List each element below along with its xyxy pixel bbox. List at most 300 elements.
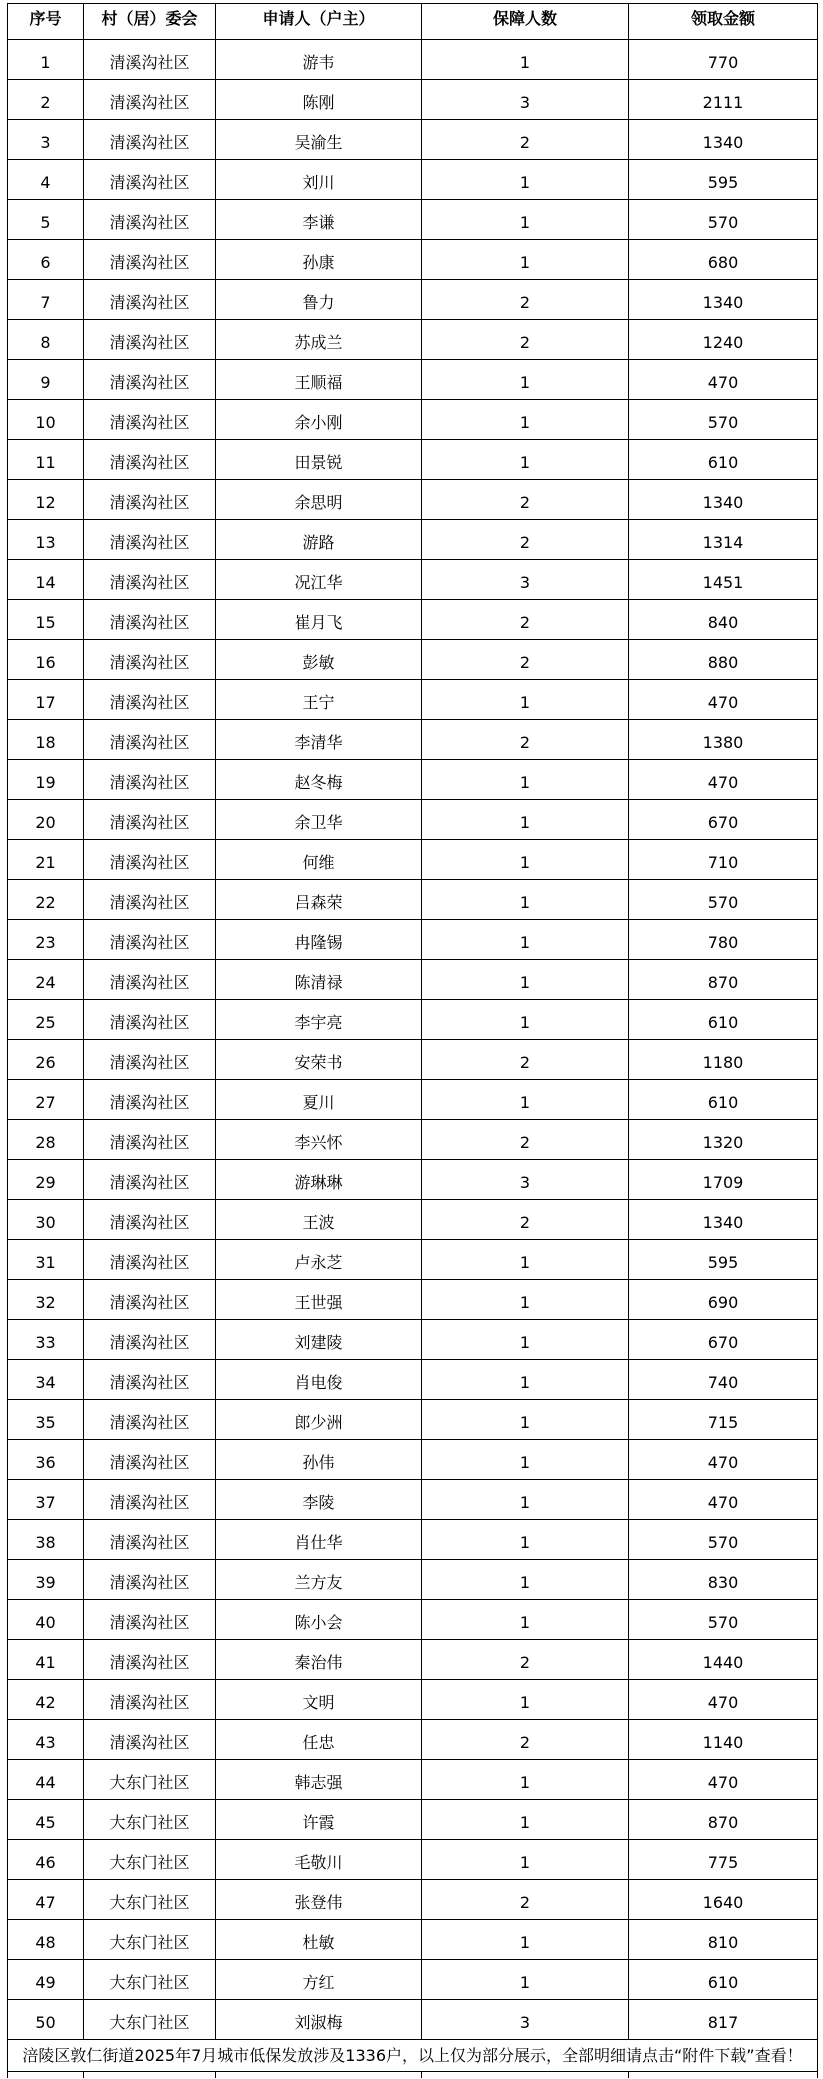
table-row [8,2000,818,2040]
cell-committee: 大东门社区 [84,1960,216,2000]
cell-amount: 780 [629,920,818,960]
cell-amount: 670 [629,1320,818,1360]
cell-amount: 870 [629,1800,818,1840]
table-row [8,1400,818,1440]
cell-committee: 清溪沟社区 [84,1640,216,1680]
cell-persons: 1 [422,1480,629,1520]
cell-applicant: 陈刚 [216,80,422,120]
table-row [8,1520,818,1560]
cell-no: 25 [8,1000,84,1040]
cell-applicant: 游琳琳 [216,1160,422,1200]
cell-applicant: 田景锐 [216,440,422,480]
cell-no: 24 [8,960,84,1000]
cell-applicant: 余思明 [216,480,422,520]
cell-persons: 1 [422,920,629,960]
cell-no: 4 [8,160,84,200]
cell-applicant: 孙康 [216,240,422,280]
cell-no: 8 [8,320,84,360]
cell-persons: 2 [422,1120,629,1160]
table-row [8,200,818,240]
table-row [8,360,818,400]
table-row [8,960,818,1000]
cell-persons: 2 [422,1040,629,1080]
table-row [8,680,818,720]
allowance-table [7,3,818,2078]
cell-persons: 1 [422,680,629,720]
table-row [8,160,818,200]
cell-no: 2 [8,80,84,120]
cell-no: 31 [8,1240,84,1280]
cell-no: 36 [8,1440,84,1480]
cell-amount: 570 [629,200,818,240]
cell-committee: 清溪沟社区 [84,880,216,920]
cell-committee: 清溪沟社区 [84,480,216,520]
cell-committee: 清溪沟社区 [84,1080,216,1120]
table-row [8,1320,818,1360]
cell-committee: 清溪沟社区 [84,400,216,440]
cell-no: 27 [8,1080,84,1120]
cell-persons: 3 [422,1160,629,1200]
cell-no: 19 [8,760,84,800]
cell-committee: 清溪沟社区 [84,1480,216,1520]
table-row [8,600,818,640]
table-row-partial [8,2072,818,2078]
cell-committee: 清溪沟社区 [84,1680,216,1720]
cell-no: 9 [8,360,84,400]
cell-amount: 570 [629,1600,818,1640]
cell-amount: 1320 [629,1120,818,1160]
cell-no: 20 [8,800,84,840]
table-row [8,1960,818,2000]
table-row [8,120,818,160]
table-row [8,1040,818,1080]
cell-no: 21 [8,840,84,880]
cell-persons: 3 [422,560,629,600]
table-row [8,1920,818,1960]
table-row [8,320,818,360]
cell-amount: 1240 [629,320,818,360]
cell-amount: 470 [629,360,818,400]
cell-amount: 470 [629,680,818,720]
cell-no: 28 [8,1120,84,1160]
cell-no: 35 [8,1400,84,1440]
cell-no: 43 [8,1720,84,1760]
cell-amount: 1709 [629,1160,818,1200]
cell-applicant: 肖电俊 [216,1360,422,1400]
cell-amount: 1340 [629,480,818,520]
cell-persons: 1 [422,1520,629,1560]
table-row [8,920,818,960]
table-row [8,1080,818,1120]
header-applicant: 申请人（户主） [216,4,422,40]
cell-committee: 清溪沟社区 [84,1320,216,1360]
cell-committee: 清溪沟社区 [84,1040,216,1080]
cell-applicant: 杜敏 [216,1920,422,1960]
table-row [8,1160,818,1200]
cell-persons: 2 [422,720,629,760]
cell-amount: 470 [629,1480,818,1520]
table-row [8,1800,818,1840]
cell-applicant: 任忠 [216,1720,422,1760]
cell-persons: 2 [422,1880,629,1920]
cell-persons: 1 [422,1680,629,1720]
cell-persons: 1 [422,1240,629,1280]
cell-committee: 清溪沟社区 [84,160,216,200]
cell-no: 17 [8,680,84,720]
table-row [8,1000,818,1040]
cell-applicant: 肖仕华 [216,1520,422,1560]
cell-no: 16 [8,640,84,680]
cell-committee: 清溪沟社区 [84,280,216,320]
cell-no: 45 [8,1800,84,1840]
table-row [8,1280,818,1320]
header-no: 序号 [8,4,84,40]
cell-persons: 3 [422,80,629,120]
cell-persons: 2 [422,120,629,160]
cell-applicant: 李清华 [216,720,422,760]
cell-no: 23 [8,920,84,960]
cell-committee: 清溪沟社区 [84,760,216,800]
table-row [8,640,818,680]
cell-no: 11 [8,440,84,480]
table-row [8,1760,818,1800]
cell-persons: 1 [422,1800,629,1840]
cell-applicant: 文明 [216,1680,422,1720]
cell-no: 41 [8,1640,84,1680]
table-row [8,440,818,480]
table-row [8,520,818,560]
cell-amount: 670 [629,800,818,840]
table-row [8,240,818,280]
table-row [8,400,818,440]
cell-applicant: 游韦 [216,40,422,80]
cell-applicant: 余小刚 [216,400,422,440]
cell-committee: 清溪沟社区 [84,1280,216,1320]
cell-applicant: 游路 [216,520,422,560]
cell-persons: 2 [422,520,629,560]
cell-amount: 1340 [629,1200,818,1240]
cell-no: 33 [8,1320,84,1360]
cell-applicant: 张登伟 [216,1880,422,1920]
cell-applicant: 刘淑梅 [216,2000,422,2040]
cell-no: 37 [8,1480,84,1520]
table-row [8,1880,818,1920]
cell-persons: 1 [422,880,629,920]
cell-amount: 680 [629,240,818,280]
cell-applicant: 李谦 [216,200,422,240]
cell-amount: 610 [629,440,818,480]
footer-note: 涪陵区敦仁街道2025年7月城市低保发放涉及1336户，以上仅为部分展示，全部明细请点击“附件下载”查看！ [8,2040,818,2072]
cell-applicant: 吴渝生 [216,120,422,160]
table-row [8,1240,818,1280]
cell-persons: 1 [422,960,629,1000]
cell-no: 14 [8,560,84,600]
table-row [8,480,818,520]
cell-applicant: 李兴怀 [216,1120,422,1160]
cell-no: 38 [8,1520,84,1560]
cell-committee: 清溪沟社区 [84,600,216,640]
cell-persons: 2 [422,280,629,320]
cell-persons: 1 [422,360,629,400]
cell-persons: 1 [422,1760,629,1800]
cell-persons: 1 [422,200,629,240]
cell-committee: 清溪沟社区 [84,440,216,480]
table-row [8,880,818,920]
cell-amount: 570 [629,1520,818,1560]
cell-amount: 880 [629,640,818,680]
cell-no: 5 [8,200,84,240]
cell-applicant: 余卫华 [216,800,422,840]
cell-amount: 610 [629,1960,818,2000]
table-row [8,1440,818,1480]
cell-no: 3 [8,120,84,160]
cell-amount: 1380 [629,720,818,760]
table-row [8,1600,818,1640]
cell-no: 39 [8,1560,84,1600]
cell-committee: 清溪沟社区 [84,960,216,1000]
cell-applicant: 鲁力 [216,280,422,320]
table-row [8,1120,818,1160]
cell-applicant: 王顺福 [216,360,422,400]
cell-no: 40 [8,1600,84,1640]
cell-applicant: 况江华 [216,560,422,600]
cell-no: 34 [8,1360,84,1400]
cell-no: 48 [8,1920,84,1960]
cell-no: 42 [8,1680,84,1720]
table-row [8,1840,818,1880]
table-row [8,1480,818,1520]
table-row [8,1720,818,1760]
partial-cell [422,2072,629,2078]
cell-amount: 830 [629,1560,818,1600]
cell-applicant: 何维 [216,840,422,880]
cell-no: 49 [8,1960,84,2000]
cell-amount: 810 [629,1920,818,1960]
cell-committee: 清溪沟社区 [84,1000,216,1040]
cell-committee: 大东门社区 [84,1760,216,1800]
cell-persons: 1 [422,1440,629,1480]
partial-cell [216,2072,422,2078]
cell-committee: 清溪沟社区 [84,520,216,560]
cell-amount: 1180 [629,1040,818,1080]
cell-committee: 清溪沟社区 [84,1720,216,1760]
cell-no: 22 [8,880,84,920]
cell-amount: 1451 [629,560,818,600]
cell-persons: 1 [422,1600,629,1640]
cell-amount: 470 [629,760,818,800]
cell-committee: 清溪沟社区 [84,320,216,360]
cell-committee: 大东门社区 [84,1920,216,1960]
cell-persons: 1 [422,160,629,200]
partial-cell [8,2072,84,2078]
cell-applicant: 冉隆锡 [216,920,422,960]
cell-committee: 清溪沟社区 [84,1520,216,1560]
cell-persons: 1 [422,1360,629,1400]
cell-committee: 清溪沟社区 [84,1360,216,1400]
cell-applicant: 赵冬梅 [216,760,422,800]
cell-committee: 清溪沟社区 [84,200,216,240]
cell-amount: 870 [629,960,818,1000]
cell-committee: 清溪沟社区 [84,1120,216,1160]
cell-persons: 1 [422,1960,629,2000]
cell-persons: 1 [422,760,629,800]
cell-no: 30 [8,1200,84,1240]
cell-no: 44 [8,1760,84,1800]
header-persons: 保障人数 [422,4,629,40]
cell-persons: 2 [422,600,629,640]
cell-persons: 1 [422,1840,629,1880]
header-amount: 领取金额 [629,4,818,40]
cell-persons: 1 [422,1000,629,1040]
cell-amount: 2111 [629,80,818,120]
cell-applicant: 刘川 [216,160,422,200]
cell-amount: 817 [629,2000,818,2040]
table-header [8,4,818,40]
cell-amount: 690 [629,1280,818,1320]
table-row [8,560,818,600]
cell-amount: 1340 [629,120,818,160]
cell-applicant: 兰方友 [216,1560,422,1600]
cell-applicant: 卢永芝 [216,1240,422,1280]
cell-applicant: 孙伟 [216,1440,422,1480]
cell-applicant: 彭敏 [216,640,422,680]
cell-committee: 清溪沟社区 [84,80,216,120]
cell-amount: 470 [629,1680,818,1720]
cell-applicant: 苏成兰 [216,320,422,360]
cell-applicant: 安荣书 [216,1040,422,1080]
cell-amount: 775 [629,1840,818,1880]
cell-persons: 2 [422,480,629,520]
cell-no: 46 [8,1840,84,1880]
cell-applicant: 吕森荣 [216,880,422,920]
table-footer [8,2040,818,2072]
cell-no: 6 [8,240,84,280]
cell-committee: 清溪沟社区 [84,640,216,680]
cell-committee: 清溪沟社区 [84,1560,216,1600]
cell-no: 10 [8,400,84,440]
cell-applicant: 秦治伟 [216,1640,422,1680]
cell-no: 12 [8,480,84,520]
cell-persons: 2 [422,1640,629,1680]
cell-committee: 清溪沟社区 [84,120,216,160]
table-row [8,840,818,880]
cell-applicant: 王波 [216,1200,422,1240]
cell-applicant: 韩志强 [216,1760,422,1800]
cell-committee: 大东门社区 [84,1880,216,1920]
cell-committee: 清溪沟社区 [84,800,216,840]
cell-no: 32 [8,1280,84,1320]
cell-amount: 710 [629,840,818,880]
cell-persons: 1 [422,800,629,840]
cell-amount: 470 [629,1760,818,1800]
cell-committee: 清溪沟社区 [84,1600,216,1640]
cell-amount: 610 [629,1080,818,1120]
cell-persons: 1 [422,1400,629,1440]
header-committee: 村（居）委会 [84,4,216,40]
cell-no: 47 [8,1880,84,1920]
cell-amount: 740 [629,1360,818,1400]
cell-persons: 1 [422,1560,629,1600]
cell-amount: 1314 [629,520,818,560]
cell-persons: 1 [422,1320,629,1360]
cell-amount: 770 [629,40,818,80]
cell-committee: 清溪沟社区 [84,1240,216,1280]
cell-committee: 清溪沟社区 [84,240,216,280]
cell-applicant: 夏川 [216,1080,422,1120]
cell-committee: 清溪沟社区 [84,1400,216,1440]
table-row [8,1640,818,1680]
cell-applicant: 许霞 [216,1800,422,1840]
cell-applicant: 李宇亮 [216,1000,422,1040]
cell-amount: 1640 [629,1880,818,1920]
cell-no: 29 [8,1160,84,1200]
table-row [8,280,818,320]
cell-amount: 715 [629,1400,818,1440]
cell-applicant: 陈小会 [216,1600,422,1640]
cell-persons: 1 [422,40,629,80]
cell-amount: 595 [629,1240,818,1280]
table-row [8,40,818,80]
cell-committee: 清溪沟社区 [84,680,216,720]
cell-no: 18 [8,720,84,760]
cell-persons: 2 [422,640,629,680]
cell-committee: 清溪沟社区 [84,720,216,760]
cell-no: 7 [8,280,84,320]
cell-amount: 1340 [629,280,818,320]
cell-persons: 1 [422,440,629,480]
cell-amount: 570 [629,400,818,440]
cell-persons: 2 [422,320,629,360]
cell-committee: 清溪沟社区 [84,1160,216,1200]
cell-applicant: 王世强 [216,1280,422,1320]
cell-persons: 1 [422,1920,629,1960]
cell-persons: 2 [422,1200,629,1240]
table-body [8,40,818,2040]
table-row [8,1680,818,1720]
cell-applicant: 崔月飞 [216,600,422,640]
cell-no: 26 [8,1040,84,1080]
table-row [8,800,818,840]
cell-applicant: 王宁 [216,680,422,720]
cell-persons: 1 [422,1280,629,1320]
cell-no: 15 [8,600,84,640]
cell-no: 1 [8,40,84,80]
cell-amount: 1140 [629,1720,818,1760]
table-row [8,720,818,760]
cell-committee: 清溪沟社区 [84,40,216,80]
cell-no: 50 [8,2000,84,2040]
cell-applicant: 刘建陵 [216,1320,422,1360]
cell-applicant: 陈清禄 [216,960,422,1000]
cell-applicant: 方红 [216,1960,422,2000]
partial-cell [84,2072,216,2078]
cell-committee: 大东门社区 [84,1840,216,1880]
cell-applicant: 李陵 [216,1480,422,1520]
cell-amount: 1440 [629,1640,818,1680]
cell-persons: 1 [422,400,629,440]
table-row [8,1360,818,1400]
cell-amount: 840 [629,600,818,640]
cell-committee: 清溪沟社区 [84,1440,216,1480]
cell-no: 13 [8,520,84,560]
cell-committee: 大东门社区 [84,2000,216,2040]
cell-amount: 610 [629,1000,818,1040]
cell-persons: 3 [422,2000,629,2040]
cell-committee: 清溪沟社区 [84,1200,216,1240]
cell-committee: 清溪沟社区 [84,840,216,880]
table-row [8,80,818,120]
table-row [8,1560,818,1600]
